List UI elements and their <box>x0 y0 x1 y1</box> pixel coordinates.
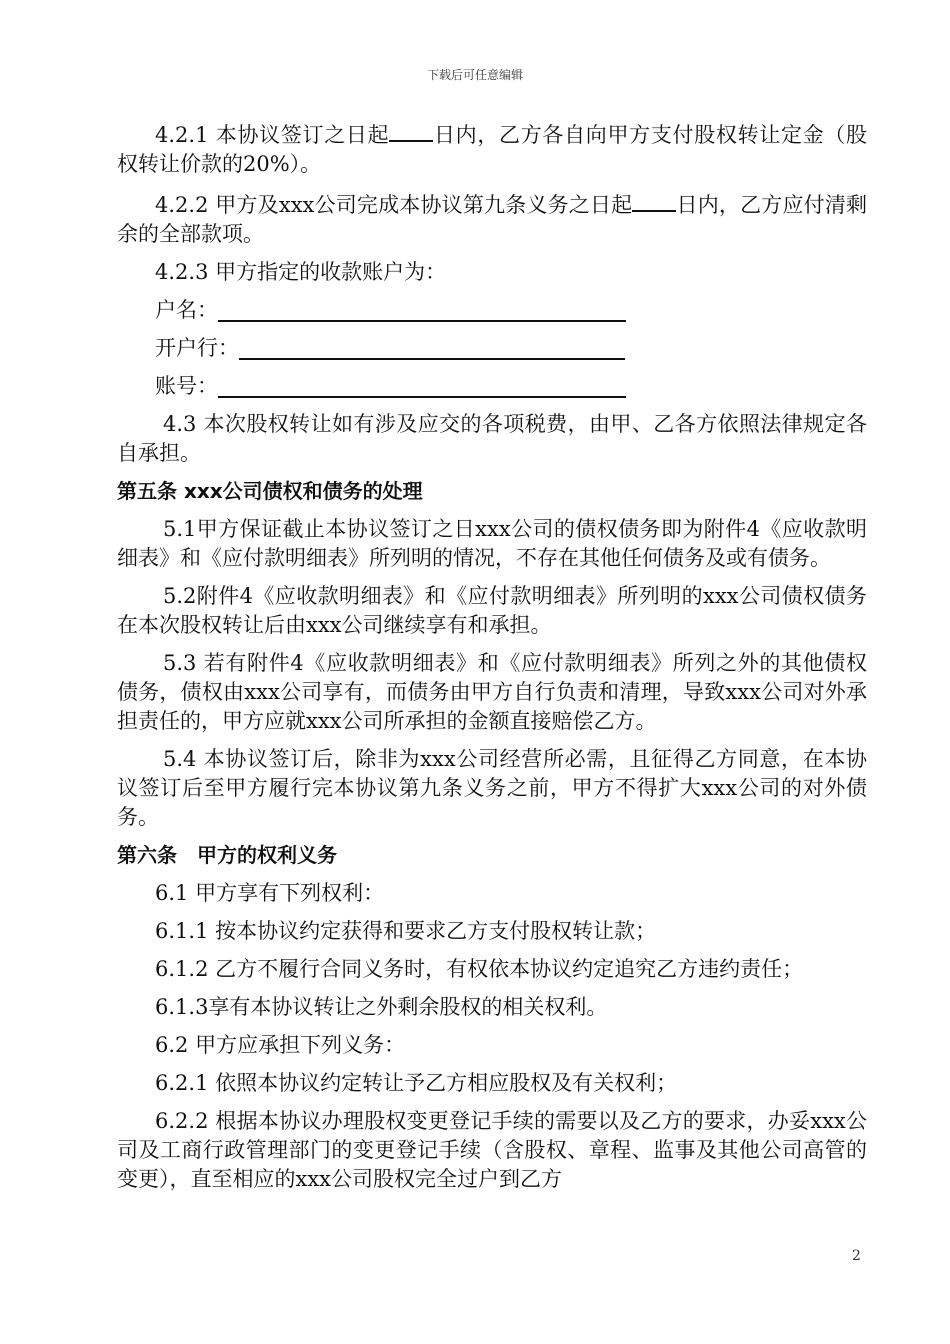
account-number-label: 账号： <box>155 374 218 398</box>
clause-6-1: 6.1 甲方享有下列权利： <box>155 881 385 905</box>
page-header: 下载后可任意编辑 <box>426 68 523 82</box>
clause-4-3: 4.3 本次股权转让如有涉及应交的各项税费，由甲、乙各方依照法律规定各自承担。 <box>117 412 867 465</box>
blank-underline <box>632 188 676 212</box>
clause-4-2-3: 4.2.3 甲方指定的收款账户为： <box>155 260 447 284</box>
account-name-line <box>218 296 626 322</box>
account-number-field <box>117 372 867 401</box>
article-6-heading: 第六条 甲方的权利义务 <box>117 843 337 867</box>
clause-5-3: 5.3 若有附件4《应收款明细表》和《应付款明细表》所列之外的其他债权债务，债权由xxx公司享有，而债务由甲方自行负责和清理，导致xxx公司对外承担责任的，甲方应就xxx公司所承担的金额直接赔偿乙方。 <box>117 651 867 733</box>
blank-underline <box>389 118 433 142</box>
clause-4-2-1: 4.2.1 本协议签订之日起 日内，乙方各自向甲方支付股权转让定金（股权转让价款的20%）。 <box>117 118 867 179</box>
bank-label: 开户行： <box>155 336 239 360</box>
clause-5-4: 5.4 本协议签订后，除非为xxx公司经营所必需，且征得乙方同意，在本协议签订后至甲方履行完本协议第九条义务之前，甲方不得扩大xxx公司的对外债务。 <box>117 747 867 829</box>
clause-6-2-2: 6.2.2 根据本协议办理股权变更登记手续的需要以及乙方的要求，办妥xxx公司及工商行政管理部门的变更登记手续（含股权、章程、监事及其他公司高管的变更），直至相应的xxx公司股权完全过户到乙方 <box>117 1109 867 1191</box>
clause-6-2: 6.2 甲方应承担下列义务： <box>155 1033 406 1057</box>
clause-5-1: 5.1甲方保证截止本协议签订之日xxx公司的债权债务即为附件4《应收款明细表》和《应付款明细表》所列明的情况，不存在其他任何债务及或有债务。 <box>117 517 867 570</box>
page-number: 2 <box>852 1248 861 1264</box>
clause-4-2-2: 4.2.2 甲方及xxx公司完成本协议第九条义务之日起 日内，乙方应付清剩余的全部款项。 <box>117 188 867 249</box>
clause-6-1-2: 6.1.2 乙方不履行合同义务时，有权依本协议约定追究乙方违约责任； <box>155 957 804 981</box>
account-name-label: 户名： <box>155 298 218 322</box>
document-body <box>117 118 867 1194</box>
account-name-field <box>117 296 867 325</box>
clause-6-1-3: 6.1.3享有本协议转让之外剩余股权的相关权利。 <box>155 995 608 1019</box>
account-number-line <box>218 372 626 398</box>
article-5-heading: 第五条 xxx公司债权和债务的处理 <box>117 479 423 503</box>
bank-field <box>117 334 867 363</box>
clause-6-1-1: 6.1.1 按本协议约定获得和要求乙方支付股权转让款； <box>155 919 657 943</box>
bank-line <box>239 334 625 360</box>
clause-6-2-1: 6.2.1 依照本协议约定转让予乙方相应股权及有关权利； <box>155 1071 678 1095</box>
clause-5-2: 5.2附件4《应收款明细表》和《应付款明细表》所列明的xxx公司债权债务在本次股权转让后由xxx公司继续享有和承担。 <box>117 584 867 637</box>
